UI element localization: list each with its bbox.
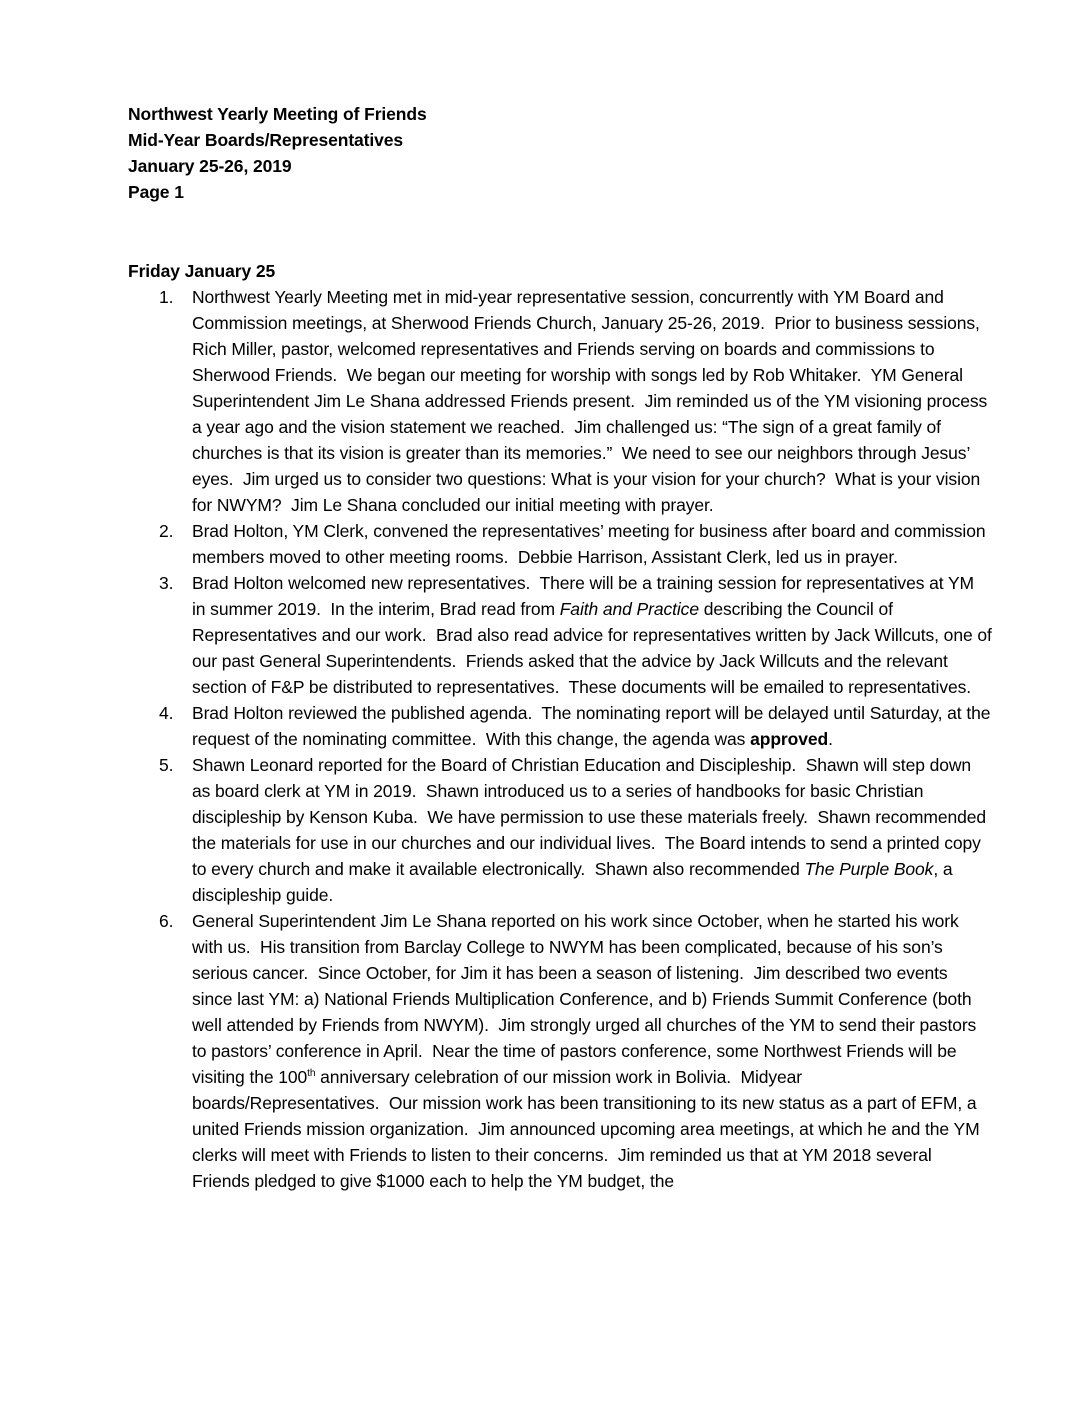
list-item [128, 570, 997, 700]
list-item [128, 518, 992, 570]
org-name: Northwest Yearly Meeting of Friends [128, 104, 427, 124]
list-item [128, 700, 996, 752]
item-text: Shawn Leonard reported for the Board of Christian Education and Discipleship. Shawn will step down as board clerk at YM in 2019. Shawn introduced us to a series of handbooks for basic Christian discipleship by Kenson Kuba. We have permission to use these materials freely. Shawn recommended the materials for use in our churches and our individual lives. The Board intends to send a printed copy to every church and make it available electronically. Shawn also recommended The Purple Book, a discipleship guide. [192, 755, 991, 905]
list-item [128, 752, 992, 908]
item-number: 1. [159, 287, 174, 307]
item-number: 3. [159, 573, 174, 593]
list-item [128, 908, 992, 1194]
item-number: 4. [159, 703, 174, 723]
list-item [128, 284, 992, 518]
document-header [128, 101, 992, 205]
meeting-date: January 25-26, 2019 [128, 156, 292, 176]
meeting-title: Mid-Year Boards/Representatives [128, 130, 404, 150]
item-text: Northwest Yearly Meeting met in mid-year representative session, concurrently with YM Board and Commission meetings, at Sherwood Friends Church, January 25-26, 2019. Prior to business sessions, Rich Miller, pastor, welcomed representatives and Friends serving on boards and commissions to Sherwood Friends. We began our meeting for worship with songs led by Rob Whitaker. YM General Superintendent Jim Le Shana addressed Friends present. Jim reminded us of the YM visioning process a year ago and the vision statement we reached. Jim challenged us: “The sign of a great family of churches is that its vision is greater than its memories.” We need to see our neighbors through Jesus’ eyes. Jim urged us to consider two questions: What is your vision for your church? What is your vision for NWYM? Jim Le Shana concluded our initial meeting with prayer. [192, 287, 992, 515]
item-text: General Superintendent Jim Le Shana reported on his work since October, when he started his work with us. His transition from Barclay College to NWYM has been complicated, because of his son’s serious cancer. Since October, for Jim it has been a season of listening. Jim described two events since last YM: a) National Friends Multiplication Conference, and b) Friends Summit Conference (both well attended by Friends from NWYM). Jim strongly urged all churches of the YM to send their pastors to pastors’ conference in April. Near the time of pastors conference, some Northwest Friends will be visiting the 100th anniversary celebration of our mission work in Bolivia. Midyear boards/Representatives. Our mission work has been transitioning to its new status as a part of EFM, a united Friends mission organization. Jim announced upcoming area meetings, at which he and the YM clerks will meet with Friends to listen to their concerns. Jim reminded us that at YM 2018 several Friends pledged to give $1000 each to help the YM budget, the [192, 911, 985, 1191]
item-number: 5. [159, 755, 174, 775]
item-text: Brad Holton welcomed new representatives. There will be a training session for representatives at YM in summer 2019. In the interim, Brad read from Faith and Practice describing the Council of Representatives and our work. Brad also read advice for representatives written by Jack Willcuts, one of our past General Superintendents. Friends asked that the advice by Jack Willcuts and the relevant section of F&P be distributed to representatives. These documents will be emailed to representatives. [192, 573, 997, 697]
minutes-list [128, 284, 997, 1194]
item-number: 6. [159, 911, 174, 931]
item-text: Brad Holton reviewed the published agenda. The nominating report will be delayed until Saturday, at the request of the nominating committee. With this change, the agenda was approved. [192, 703, 996, 749]
header-spacer [128, 205, 992, 258]
item-number: 2. [159, 521, 174, 541]
section-heading: Friday January 25 [128, 261, 276, 281]
page-number: Page 1 [128, 182, 184, 202]
item-text: Brad Holton, YM Clerk, convened the representatives’ meeting for business after board and commission members moved to other meeting rooms. Debbie Harrison, Assistant Clerk, led us in prayer. [192, 521, 991, 567]
